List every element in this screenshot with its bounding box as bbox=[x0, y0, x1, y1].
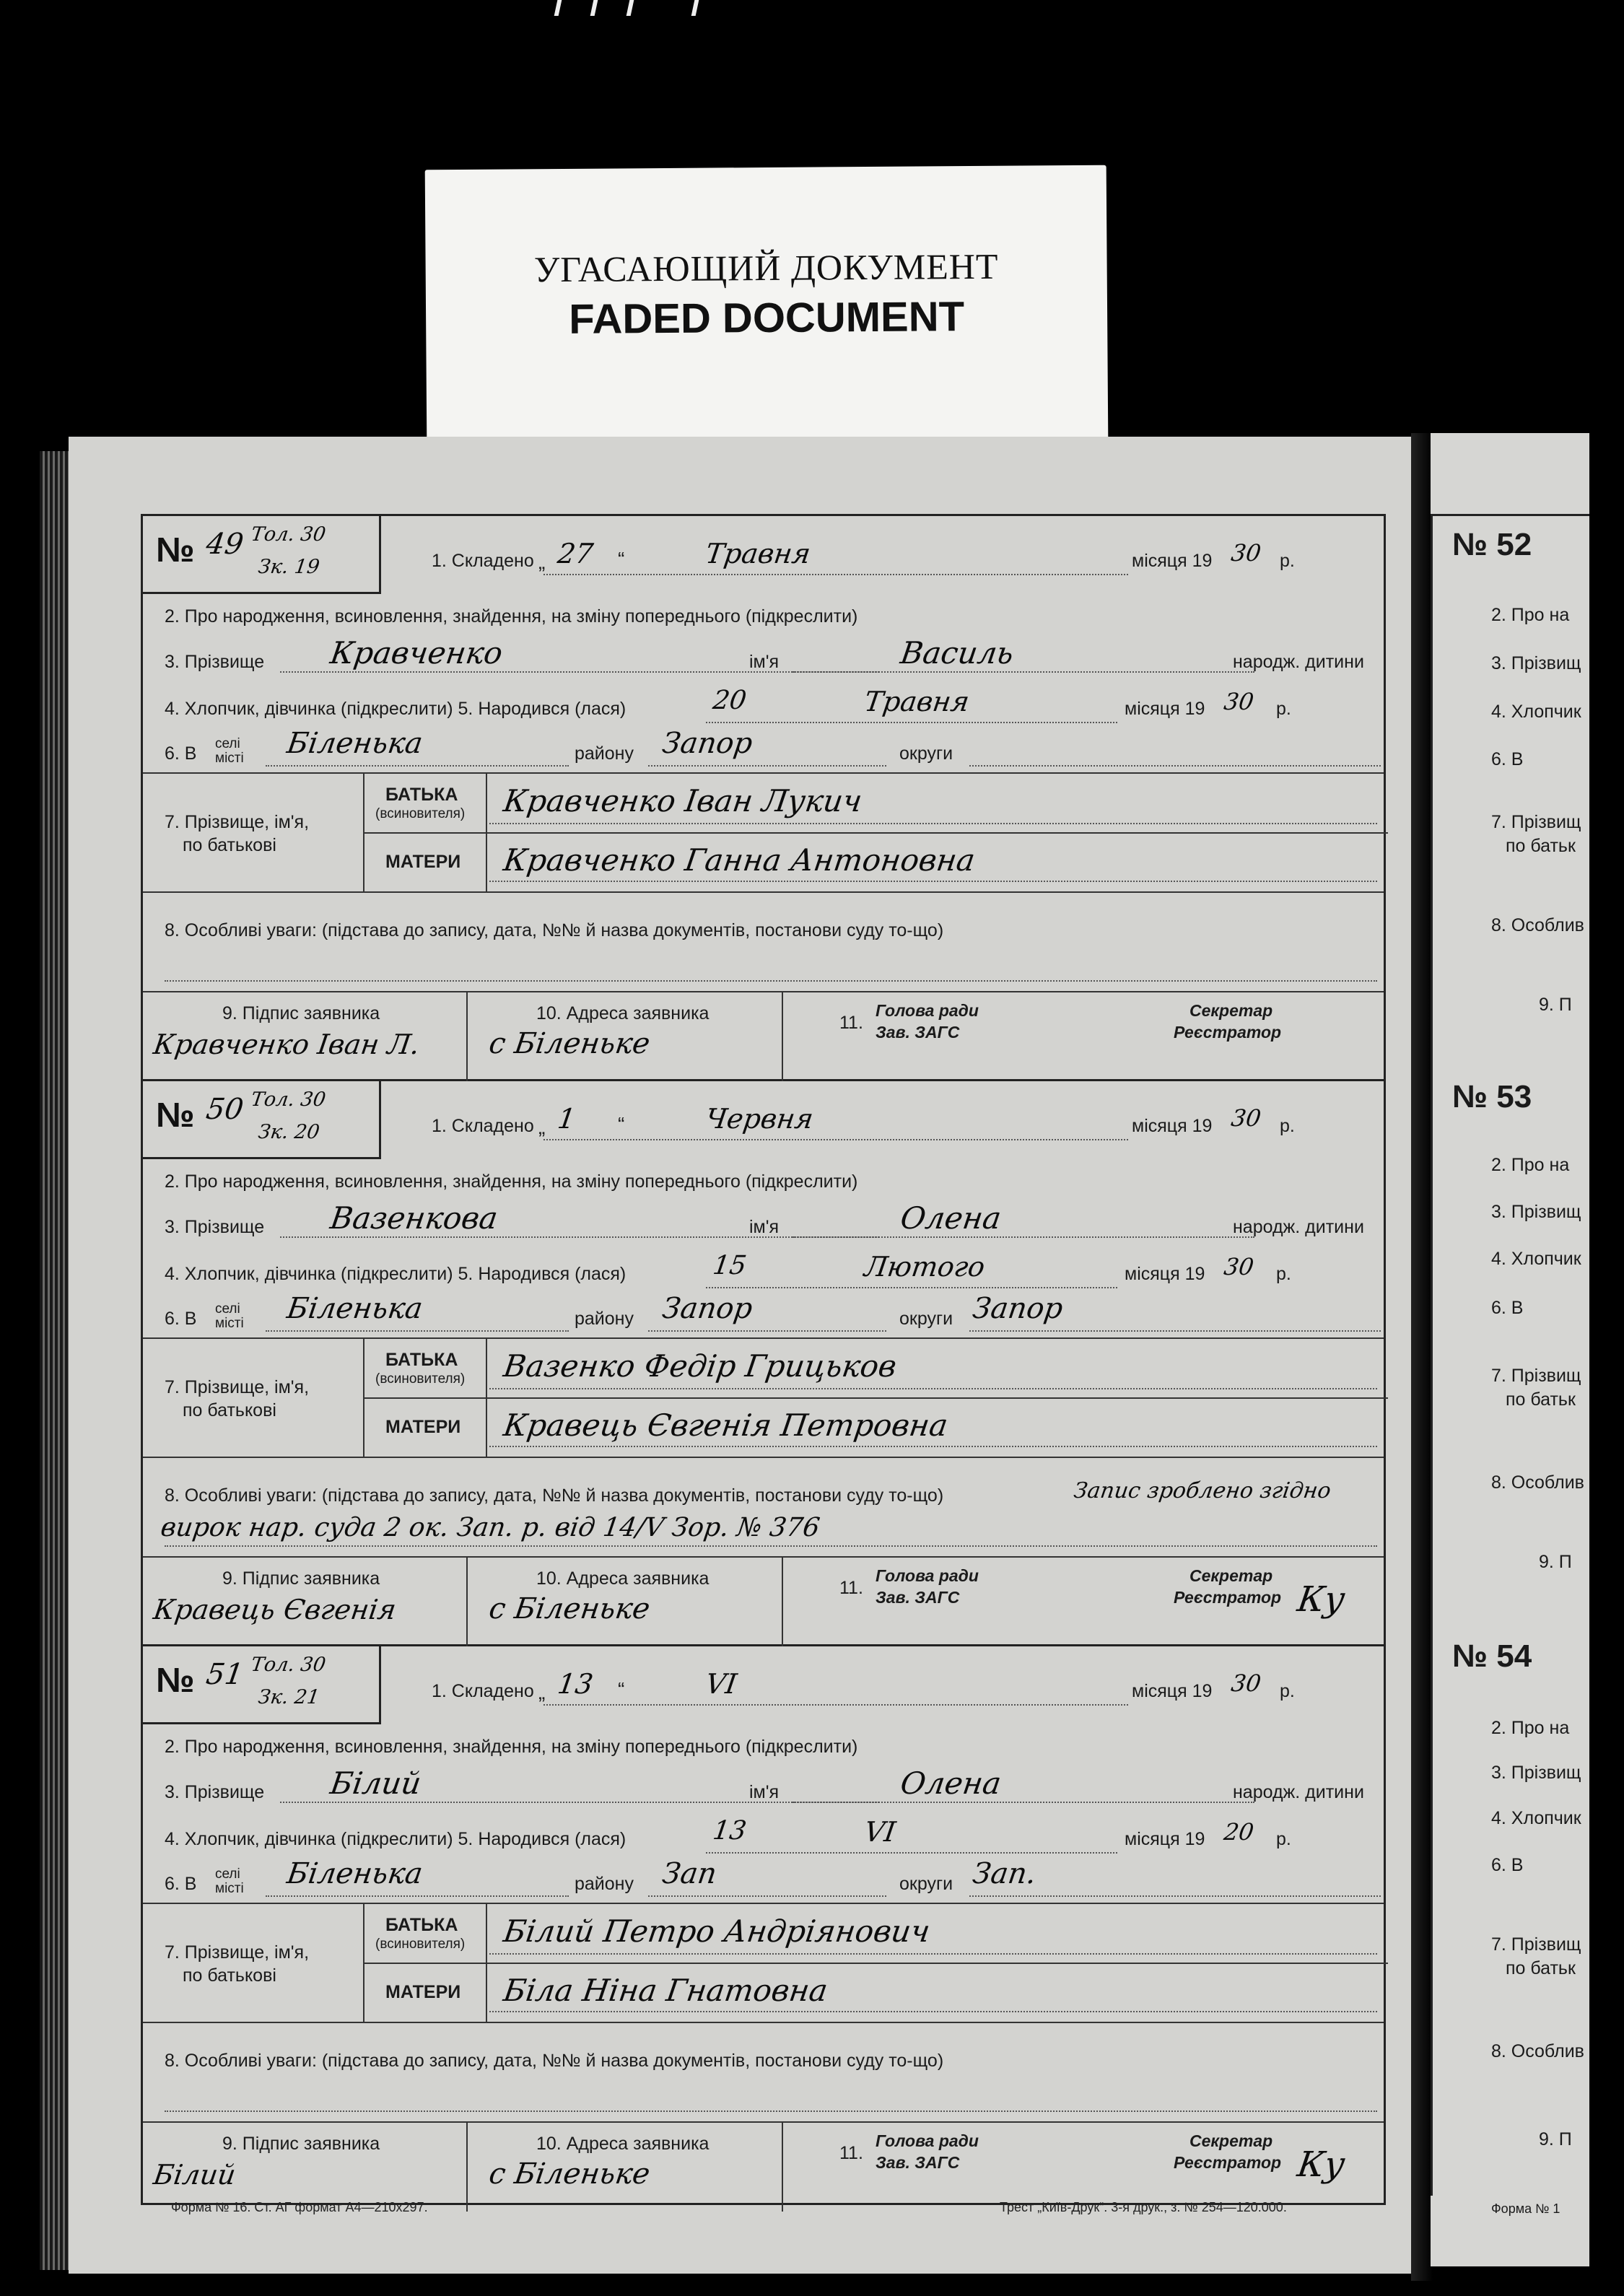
seli-label: селі bbox=[215, 1867, 240, 1882]
birth-month: VI bbox=[862, 1816, 898, 1848]
head-label: Голова ради bbox=[876, 1566, 979, 1585]
r-label: р. bbox=[1280, 1116, 1295, 1136]
entry-number-box bbox=[143, 1646, 381, 1724]
child-name: Василь bbox=[898, 635, 1016, 671]
dotline bbox=[706, 1852, 1117, 1854]
f7a-label: 7. Прізвище, ім'я, bbox=[165, 1377, 310, 1397]
compiled-year: 30 bbox=[1229, 1669, 1263, 1697]
dotline bbox=[969, 765, 1381, 767]
f11-label: 11. bbox=[839, 1578, 863, 1598]
next-f3: 3. Прізвищ bbox=[1491, 653, 1581, 673]
next-f3-c: 3. Прізвищ bbox=[1491, 1763, 1581, 1783]
f1-label: 1. Складено bbox=[432, 551, 534, 571]
next-f4: 4. Хлопчик bbox=[1491, 702, 1581, 722]
register-entry-49 bbox=[143, 516, 1384, 1081]
notes-text: Запис зроблено згідно bbox=[1072, 1478, 1333, 1503]
rule bbox=[143, 772, 1384, 774]
dotline bbox=[793, 1236, 1254, 1238]
applicant-address: с Біленьке bbox=[486, 2157, 652, 2191]
dotline bbox=[543, 574, 1128, 575]
father-label: БАТЬКА bbox=[385, 1350, 458, 1370]
next-f7b-b: по батьк bbox=[1506, 1389, 1576, 1410]
compiled-year: 30 bbox=[1229, 539, 1263, 567]
entry-volume-sub: Зк. 19 bbox=[256, 556, 321, 578]
compiled-year: 30 bbox=[1229, 1104, 1263, 1132]
next-f2: 2. Про на bbox=[1491, 605, 1570, 625]
next-page-fragment bbox=[1431, 433, 1589, 2266]
entry-volume-sub: Зк. 20 bbox=[256, 1121, 321, 1143]
mother-label: МАТЕРИ bbox=[385, 1417, 461, 1437]
dotline bbox=[266, 1895, 569, 1897]
rule bbox=[143, 1903, 1384, 1904]
entry-volume: Тол. 30 bbox=[249, 523, 328, 546]
f6-label: 6. В bbox=[165, 743, 197, 764]
dotline bbox=[543, 1704, 1128, 1706]
rule bbox=[466, 1556, 468, 1646]
f7a-label: 7. Прізвище, ім'я, bbox=[165, 1942, 310, 1963]
compiled-day: 1 bbox=[555, 1103, 578, 1135]
month-label: місяця 19 bbox=[1132, 551, 1213, 571]
f7b-label: по батькові bbox=[183, 835, 276, 855]
applicant-signature: Кравець Євгенія bbox=[151, 1594, 398, 1625]
f1-label: 1. Складено bbox=[432, 1116, 534, 1136]
mother-label: МАТЕРИ bbox=[385, 1982, 461, 2002]
r-label: р. bbox=[1280, 1681, 1295, 1701]
f2-label: 2. Про народження, всиновлення, знайдення, на зміну попереднього (підкреслити) bbox=[165, 1171, 858, 1192]
birth-year: 30 bbox=[1222, 688, 1256, 715]
f4-label: 4. Хлопчик, дівчинка (підкреслити) 5. Народився (лася) bbox=[165, 1264, 627, 1284]
next-f8: 8. Особлив bbox=[1491, 915, 1584, 935]
f2-label: 2. Про народження, всиновлення, знайдення, на зміну попереднього (підкреслити) bbox=[165, 606, 858, 627]
dotline bbox=[648, 1895, 886, 1897]
dotline bbox=[280, 1802, 879, 1803]
child-surname: Вазенкова bbox=[328, 1200, 500, 1236]
f9-label: 9. Підпис заявника bbox=[222, 2134, 380, 2154]
dotline bbox=[489, 2011, 1377, 2012]
number-sign: № bbox=[156, 531, 195, 569]
child-name: Олена bbox=[898, 1200, 1004, 1236]
rule bbox=[782, 1556, 783, 1646]
f9-label: 9. Підпис заявника bbox=[222, 1568, 380, 1589]
mother-name: Кравченко Ганна Антоновна bbox=[501, 842, 977, 878]
compiled-day: 27 bbox=[555, 538, 595, 569]
f6-label: 6. В bbox=[165, 1309, 197, 1329]
raion-label: району bbox=[575, 1309, 634, 1329]
next-f7-b: 7. Прізвищ bbox=[1491, 1366, 1581, 1386]
f4-label: 4. Хлопчик, дівчинка (підкреслити) 5. Народився (лася) bbox=[165, 1829, 627, 1849]
okrugy-label: округи bbox=[899, 1309, 953, 1329]
next-f8-b: 8. Особлив bbox=[1491, 1472, 1584, 1493]
f8-label: 8. Особливі уваги: (підстава до запису, дата, №№ й назва документів, постанови суду то-що) bbox=[165, 2051, 944, 2071]
registrar-signature: Ку bbox=[1295, 2144, 1348, 2185]
form-footer-right: Трест „Київ-Друк“. 3-я друк., з. № 254—120.000. bbox=[1000, 2200, 1287, 2214]
entry-volume-sub: Зк. 21 bbox=[256, 1686, 321, 1708]
number-sign: № bbox=[156, 1662, 195, 1700]
quote-close: “ bbox=[618, 1113, 625, 1135]
label-english: FADED DOCUMENT bbox=[569, 293, 965, 343]
dotline bbox=[165, 1545, 1377, 1547]
next-no-53: № 53 bbox=[1452, 1079, 1532, 1114]
next-f2-c: 2. Про на bbox=[1491, 1718, 1570, 1738]
dotline bbox=[489, 1953, 1377, 1955]
secretary-label: Секретар bbox=[1189, 1001, 1273, 1020]
next-f6-b: 6. В bbox=[1491, 1298, 1524, 1318]
f2-label: 2. Про народження, всиновлення, знайдення, на зміну попереднього (підкреслити) bbox=[165, 1737, 858, 1757]
f8-label: 8. Особливі уваги: (підстава до запису, дата, №№ й назва документів, постанови суду то-що) bbox=[165, 1485, 944, 1506]
dotline bbox=[489, 823, 1377, 824]
misti-label: місті bbox=[215, 751, 244, 766]
misti-label: місті bbox=[215, 1881, 244, 1896]
f8-label: 8. Особливі уваги: (підстава до запису, дата, №№ й назва документів, постанови суду то-що) bbox=[165, 920, 944, 940]
birth-year: 20 bbox=[1222, 1818, 1256, 1846]
secretary-label: Секретар bbox=[1189, 2131, 1273, 2150]
imya-label: ім'я bbox=[749, 1217, 780, 1237]
next-footer: Форма № 1 bbox=[1491, 2201, 1560, 2216]
rule bbox=[143, 2121, 1384, 2123]
dotline bbox=[489, 1388, 1377, 1389]
f10-label: 10. Адреса заявника bbox=[536, 2134, 710, 2154]
dotline bbox=[793, 671, 1254, 673]
dotline bbox=[165, 2111, 1377, 2112]
quote-open: „ bbox=[538, 551, 546, 573]
child-name: Олена bbox=[898, 1765, 1004, 1801]
registrar-label: Реєстратор bbox=[1174, 2153, 1282, 2172]
okrugy-label: округи bbox=[899, 743, 953, 764]
next-f7: 7. Прізвищ bbox=[1491, 812, 1581, 832]
birth-day: 15 bbox=[711, 1251, 748, 1280]
dotline bbox=[266, 765, 569, 767]
f7a-label: 7. Прізвище, ім'я, bbox=[165, 812, 310, 832]
father-label: БАТЬКА bbox=[385, 1915, 458, 1935]
registrar-label: Реєстратор bbox=[1174, 1023, 1282, 1042]
secretary-label: Секретар bbox=[1189, 1566, 1273, 1585]
month2-label: місяця 19 bbox=[1125, 699, 1205, 719]
applicant-address: с Біленьке bbox=[486, 1027, 652, 1060]
book-gutter bbox=[1411, 433, 1433, 2281]
next-f2-b: 2. Про на bbox=[1491, 1155, 1570, 1175]
f10-label: 10. Адреса заявника bbox=[536, 1003, 710, 1023]
entry-number-box bbox=[143, 1081, 381, 1159]
f1-label: 1. Складено bbox=[432, 1681, 534, 1701]
r2-label: р. bbox=[1276, 1264, 1291, 1284]
rule bbox=[363, 832, 1388, 834]
label-russian: УГАСАЮЩИЙ ДОКУМЕНТ bbox=[533, 245, 999, 290]
next-f9: 9. П bbox=[1539, 995, 1572, 1015]
quote-open: „ bbox=[538, 1681, 546, 1703]
birth-village: Біленька bbox=[284, 727, 425, 760]
raion-label: району bbox=[575, 743, 634, 764]
notes-text-2: вирок нар. суда 2 ок. Зап. р. від 14/V Зор. № 376 bbox=[159, 1513, 822, 1542]
child-label: народж. дитини bbox=[1233, 1782, 1364, 1802]
month2-label: місяця 19 bbox=[1125, 1829, 1205, 1849]
entry-volume: Тол. 30 bbox=[249, 1088, 328, 1111]
next-no-54: № 54 bbox=[1452, 1638, 1532, 1674]
birth-year: 30 bbox=[1222, 1253, 1256, 1280]
zags-label: Зав. ЗАГС bbox=[876, 1588, 960, 1607]
f11-label: 11. bbox=[839, 1013, 863, 1033]
birth-day: 20 bbox=[711, 686, 748, 715]
month2-label: місяця 19 bbox=[1125, 1264, 1205, 1284]
mother-name: Кравець Євгенія Петровна bbox=[501, 1407, 951, 1443]
dotline bbox=[489, 1446, 1377, 1447]
register-entry-50 bbox=[143, 1081, 1384, 1646]
dotline bbox=[793, 1802, 1254, 1803]
birth-register-form bbox=[141, 514, 1386, 2205]
month-label: місяця 19 bbox=[1132, 1116, 1213, 1136]
rule bbox=[143, 991, 1384, 992]
rule bbox=[782, 2121, 783, 2212]
entry-number: 50 bbox=[204, 1093, 246, 1126]
dotline bbox=[706, 722, 1117, 723]
next-f6-c: 6. В bbox=[1491, 1855, 1524, 1875]
dotline bbox=[706, 1287, 1117, 1288]
next-f8-c: 8. Особлив bbox=[1491, 2041, 1584, 2061]
r2-label: р. bbox=[1276, 699, 1291, 719]
entry-number-box bbox=[143, 516, 381, 594]
next-f7b-c: по батьк bbox=[1506, 1958, 1576, 1978]
compiled-month: Травня bbox=[703, 538, 813, 569]
raion-label: району bbox=[575, 1874, 634, 1894]
f3-label: 3. Прізвище bbox=[165, 1217, 265, 1237]
rule bbox=[363, 1963, 1388, 1964]
okrugy-label: округи bbox=[899, 1874, 953, 1894]
zags-label: Зав. ЗАГС bbox=[876, 1023, 960, 1042]
f3-label: 3. Прізвище bbox=[165, 652, 265, 672]
registrar-signature: Ку bbox=[1295, 1579, 1348, 1620]
child-label: народж. дитини bbox=[1233, 652, 1364, 672]
quote-close: “ bbox=[618, 548, 625, 570]
birth-month: Травня bbox=[862, 686, 972, 717]
father-name: Кравченко Іван Лукич bbox=[501, 783, 865, 819]
adopter-label: (всиновителя) bbox=[375, 1371, 466, 1387]
mother-name: Біла Ніна Гнатовна bbox=[501, 1973, 830, 2008]
f3-label: 3. Прізвище bbox=[165, 1782, 265, 1802]
month-label: місяця 19 bbox=[1132, 1681, 1213, 1701]
next-f9-b: 9. П bbox=[1539, 1552, 1572, 1572]
compiled-month: Червня bbox=[703, 1103, 816, 1135]
rule bbox=[466, 991, 468, 1081]
dotline bbox=[489, 881, 1377, 882]
rule bbox=[143, 1556, 1384, 1558]
applicant-signature: Кравченко Іван Л. bbox=[151, 1029, 422, 1060]
dotline bbox=[648, 1330, 886, 1332]
dotline bbox=[969, 1330, 1381, 1332]
birth-raion: Запор bbox=[660, 1292, 755, 1325]
next-no-52: № 52 bbox=[1452, 527, 1532, 562]
rule bbox=[466, 2121, 468, 2212]
entry-volume: Тол. 30 bbox=[249, 1654, 328, 1676]
dotline bbox=[648, 765, 886, 767]
f11-label: 11. bbox=[839, 2143, 863, 2163]
next-f7b: по батьк bbox=[1506, 836, 1576, 856]
f7b-label: по батькові bbox=[183, 1965, 276, 1986]
compiled-month: VI bbox=[703, 1668, 739, 1700]
head-label: Голова ради bbox=[876, 2131, 979, 2150]
next-f6: 6. В bbox=[1491, 749, 1524, 769]
mother-label: МАТЕРИ bbox=[385, 852, 461, 872]
next-f4-b: 4. Хлопчик bbox=[1491, 1249, 1581, 1269]
zags-label: Зав. ЗАГС bbox=[876, 2153, 960, 2172]
f9-label: 9. Підпис заявника bbox=[222, 1003, 380, 1023]
adopter-label: (всиновителя) bbox=[375, 806, 466, 821]
r-label: р. bbox=[1280, 551, 1295, 571]
rule bbox=[143, 1457, 1384, 1458]
r2-label: р. bbox=[1276, 1829, 1291, 1849]
child-surname: Білий bbox=[328, 1765, 424, 1801]
rule bbox=[363, 1397, 1388, 1399]
birth-village: Біленька bbox=[284, 1292, 425, 1325]
birth-raion: Запор bbox=[660, 727, 755, 760]
registrar-label: Реєстратор bbox=[1174, 1588, 1282, 1607]
rule bbox=[143, 891, 1384, 893]
faded-document-label bbox=[425, 165, 1109, 445]
birth-raion: Зап bbox=[660, 1857, 719, 1890]
applicant-address: с Біленьке bbox=[486, 1592, 652, 1625]
birth-okruha: Зап. bbox=[970, 1857, 1039, 1890]
dotline bbox=[543, 1139, 1128, 1140]
rule bbox=[143, 2022, 1384, 2023]
quote-open: „ bbox=[538, 1116, 546, 1138]
father-name: Білий Петро Андріянович bbox=[501, 1913, 933, 1949]
applicant-signature: Білий bbox=[151, 2159, 238, 2191]
imya-label: ім'я bbox=[749, 1782, 780, 1802]
entry-number: 49 bbox=[204, 528, 246, 561]
f6-label: 6. В bbox=[165, 1874, 197, 1894]
f4-label: 4. Хлопчик, дівчинка (підкреслити) 5. Народився (лася) bbox=[165, 699, 627, 719]
film-edge-marks bbox=[549, 0, 722, 22]
misti-label: місті bbox=[215, 1316, 244, 1331]
next-f3-b: 3. Прізвищ bbox=[1491, 1202, 1581, 1222]
f10-label: 10. Адреса заявника bbox=[536, 1568, 710, 1589]
imya-label: ім'я bbox=[749, 652, 780, 672]
head-label: Голова ради bbox=[876, 1001, 979, 1020]
birth-okruha: Запор bbox=[970, 1292, 1065, 1325]
dotline bbox=[165, 980, 1377, 982]
form-footer-left: Форма № 16. Ст. АГ формат А4—210x297. bbox=[171, 2200, 428, 2214]
adopter-label: (всиновителя) bbox=[375, 1937, 466, 1952]
birth-day: 13 bbox=[711, 1816, 748, 1846]
dotline bbox=[280, 671, 879, 673]
birth-month: Лютого bbox=[862, 1251, 987, 1283]
f7b-label: по батькові bbox=[183, 1400, 276, 1420]
rule bbox=[782, 991, 783, 1081]
child-label: народж. дитини bbox=[1233, 1217, 1364, 1237]
dotline bbox=[266, 1330, 569, 1332]
entry-number: 51 bbox=[204, 1658, 246, 1691]
rule bbox=[143, 1337, 1384, 1339]
compiled-day: 13 bbox=[555, 1668, 595, 1700]
father-name: Вазенко Федір Грицьков bbox=[501, 1348, 899, 1384]
next-f7-c: 7. Прізвищ bbox=[1491, 1934, 1581, 1955]
quote-close: “ bbox=[618, 1678, 625, 1701]
seli-label: селі bbox=[215, 736, 240, 751]
dotline bbox=[280, 1236, 879, 1238]
father-label: БАТЬКА bbox=[385, 785, 458, 805]
dotline bbox=[969, 1895, 1381, 1897]
register-entry-51 bbox=[143, 1646, 1384, 2207]
next-f4-c: 4. Хлопчик bbox=[1491, 1808, 1581, 1828]
seli-label: селі bbox=[215, 1301, 240, 1317]
next-f9-c: 9. П bbox=[1539, 2129, 1572, 2149]
birth-village: Біленька bbox=[284, 1857, 425, 1890]
child-surname: Кравченко bbox=[328, 635, 505, 671]
number-sign: № bbox=[156, 1096, 195, 1135]
